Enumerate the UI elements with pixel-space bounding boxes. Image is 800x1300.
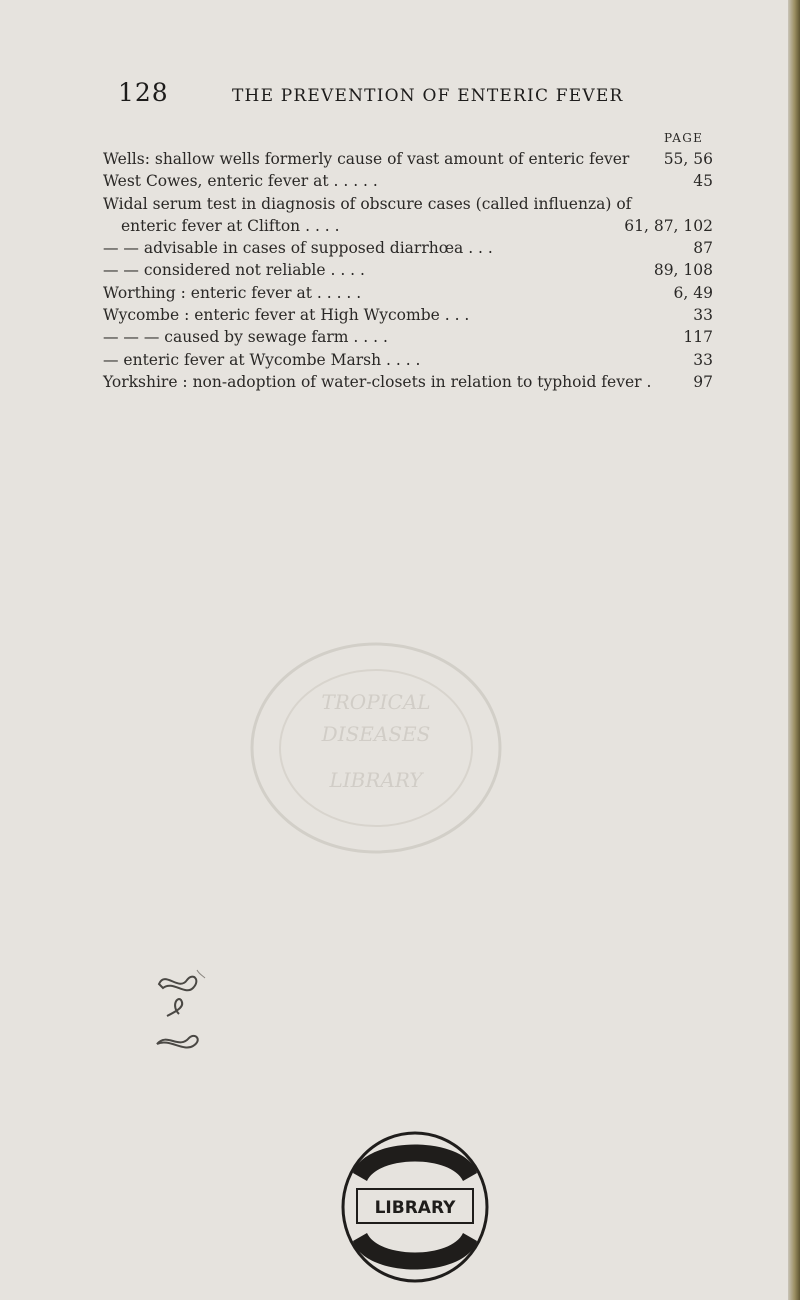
index-entry-pages: 6, 49 (673, 283, 713, 302)
faded-stamp-line2: DISEASES (321, 722, 431, 746)
index-entry-pages: 45 (693, 172, 713, 191)
index-entry-pages: 117 (683, 328, 713, 347)
index-entry-text: enteric fever at Clifton . . . . (121, 216, 340, 235)
index-entry (103, 148, 713, 170)
index-entry (103, 349, 713, 371)
page-column-label: PAGE (664, 131, 704, 145)
index-entry (103, 259, 713, 281)
faded-stamp-line1: TROPICAL (321, 690, 431, 714)
index-entry-pages: 33 (693, 306, 713, 325)
index-entry (103, 170, 713, 192)
index-entry-text: — — — caused by sewage farm . . . . (103, 328, 388, 347)
index-entry-text: — enteric fever at Wycombe Marsh . . . . (103, 350, 421, 369)
index-entry-pages: 87 (693, 239, 713, 258)
index-entry-pages: 33 (693, 350, 713, 369)
index-entry-text: West Cowes, enteric fever at . . . . . (103, 172, 378, 191)
index-entry-pages: 97 (693, 372, 713, 391)
index-entry-text: Wells: shallow wells formerly cause of vast amount of enteric fever (103, 150, 630, 168)
index-entry-text: Yorkshire : non-adoption of water-closets in relation to typhoid fever . (103, 372, 652, 391)
index-entry (103, 282, 713, 304)
index-entry (103, 237, 713, 259)
index-entry (103, 371, 713, 393)
page-edge (788, 0, 800, 1300)
index-entry (103, 304, 713, 326)
page-header (0, 78, 800, 114)
index-entry-text: Worthing : enteric fever at . . . . . (103, 283, 362, 302)
index-entry-text: — — advisable in cases of supposed diarrhœa . . . (103, 239, 493, 258)
index-entry-pages: 61, 87, 102 (624, 216, 713, 235)
faded-stamp-line3: LIBRARY (329, 768, 423, 792)
page-number: 128 (118, 78, 169, 107)
running-title: THE PREVENTION OF ENTERIC FEVER (232, 86, 624, 106)
index-entry (103, 193, 713, 215)
index-entry-pages: 55, 56 (663, 150, 713, 168)
index-entry-text: Wycombe : enteric fever at High Wycombe . . . (103, 306, 470, 325)
library-stamp (335, 1125, 495, 1291)
index-entry (103, 326, 713, 348)
index-entry-text: Widal serum test in diagnosis of obscure cases (called influenza) of (103, 194, 632, 213)
faded-library-stamp (244, 637, 508, 859)
index-entry (103, 215, 713, 237)
library-stamp-label: LIBRARY (374, 1198, 456, 1218)
index-list (103, 148, 713, 393)
index-entry-pages: 89, 108 (653, 261, 713, 280)
handwritten-mark (153, 966, 207, 1051)
index-entry-text: — — considered not reliable . . . . (103, 261, 365, 280)
